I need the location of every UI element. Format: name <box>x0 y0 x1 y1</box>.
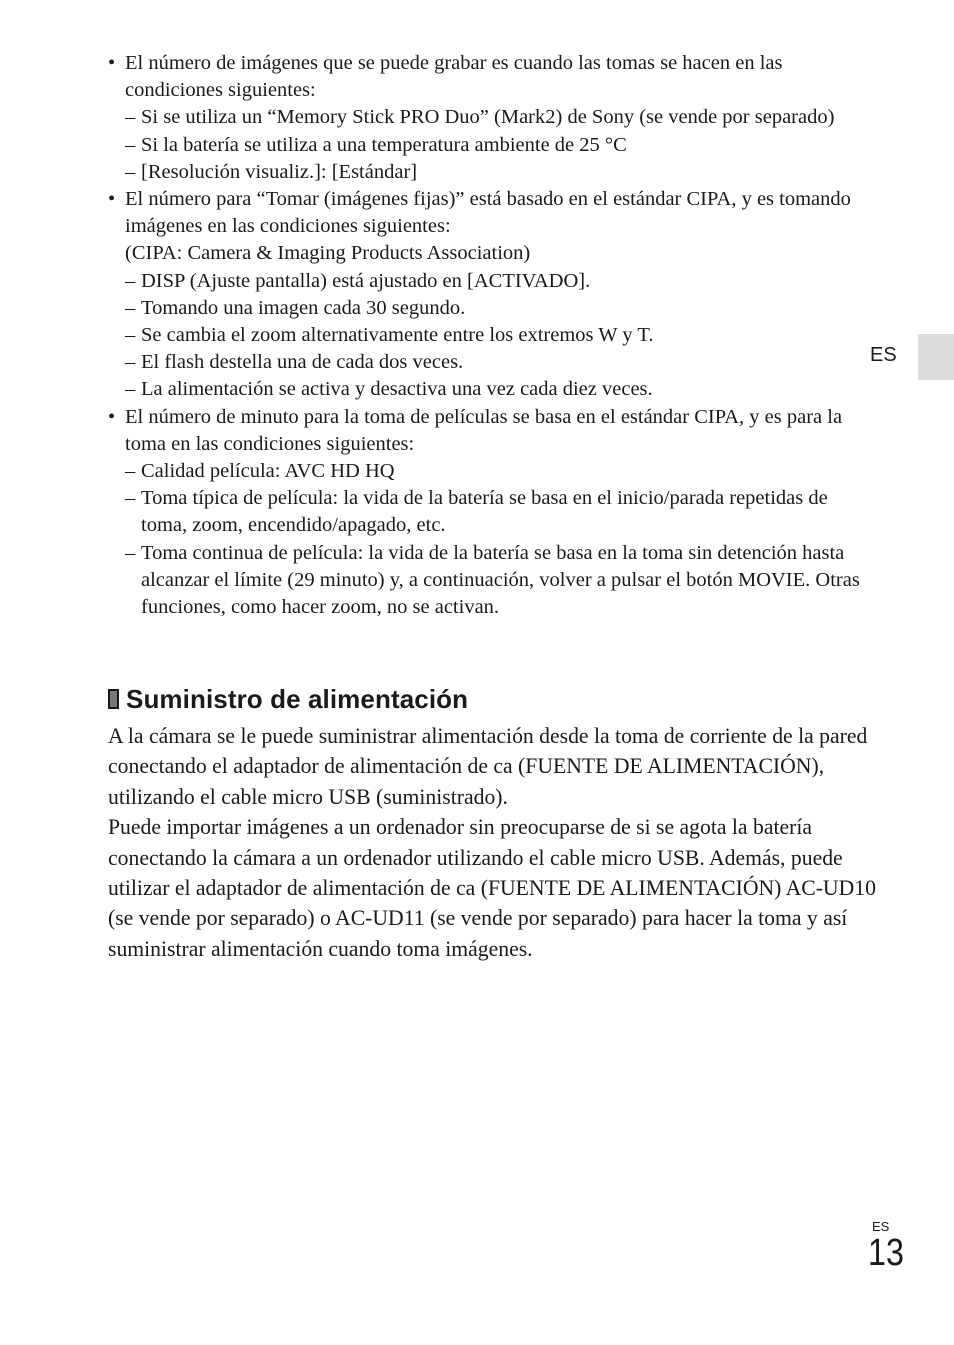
sub-item <box>108 104 878 131</box>
dash-icon: – <box>125 541 136 564</box>
page-number: 13 <box>868 1232 904 1274</box>
language-tab <box>918 334 954 380</box>
sub-item <box>108 458 878 485</box>
power-supply-section <box>108 680 878 964</box>
bullet-icon: • <box>108 188 116 211</box>
bullet-text: El número de minuto para la toma de películas se basa en el estándar CIPA, y es para la toma en las condiciones siguientes: <box>125 405 843 455</box>
dash-icon: – <box>125 487 136 510</box>
sub-item <box>108 295 878 322</box>
paragraph: A la cámara se le puede suministrar alimentación desde la toma de corriente de la pared conectando el adaptador de alimentación de ca (FUENTE DE ALIMENTACIÓN), utilizando el cable micro USB (suministrado). <box>108 724 868 809</box>
sub-item <box>108 349 878 376</box>
sub-item <box>108 322 878 349</box>
sub-item-text: Se cambia el zoom alternativamente entre los extremos W y T. <box>141 324 654 347</box>
sub-item <box>108 268 878 295</box>
dash-icon: – <box>125 378 136 401</box>
dash-icon: – <box>125 106 136 129</box>
section-title: Suministro de alimentación <box>126 683 469 714</box>
sub-item-text: Tomando una imagen cada 30 segundo. <box>141 296 466 319</box>
sub-item-text: Calidad película: AVC HD HQ <box>141 460 395 483</box>
paragraph: Puede importar imágenes a un ordenador sin preocuparse de si se agota la batería conectando la cámara a un ordenador utilizando el cable micro USB. Además, puede utilizar el adaptador de alimentación de ca (FUENTE DE ALIMENTACIÓN) AC-UD10 (se vende por separado) o AC-UD11 (se vende por separado) para hacer la toma y así suministrar alimentación cuando toma imágenes. <box>108 815 876 961</box>
sub-item <box>108 132 878 159</box>
sub-item-text: Toma típica de película: la vida de la batería se basa en el inicio/parada repetidas de toma, zoom, encendido/apagado, etc. <box>141 487 828 537</box>
sub-item <box>108 159 878 186</box>
sub-item <box>108 376 878 403</box>
sub-item <box>108 540 878 622</box>
dash-icon: – <box>125 269 136 292</box>
bullet-item <box>108 50 878 104</box>
dash-icon: – <box>125 160 136 183</box>
sub-item <box>108 485 878 539</box>
dash-icon: – <box>125 351 136 374</box>
bullet-icon: • <box>108 405 116 428</box>
section-marker-icon <box>108 689 119 709</box>
bullet-item <box>108 404 878 458</box>
sub-item-text: El flash destella una de cada dos veces. <box>141 351 464 374</box>
footer-language: ES <box>872 1219 890 1234</box>
cipa-note: (CIPA: Camera & Imaging Products Association) <box>125 242 531 265</box>
sub-item-text: DISP (Ajuste pantalla) está ajustado en [ACTIVADO]. <box>141 269 591 292</box>
dash-icon: – <box>125 133 136 156</box>
dash-icon: – <box>125 460 136 483</box>
sub-item-text: Toma continua de película: la vida de la batería se basa en la toma sin detención hasta alcanzar el límite (29 minuto) y, a continuación, volver a pulsar el botón MOVIE. Otras funciones, como hacer zoom, no se activan. <box>141 541 860 619</box>
language-tab-label: ES <box>870 344 897 366</box>
sub-item-text: Si se utiliza un “Memory Stick PRO Duo” (Mark2) de Sony (se vende por separado) <box>141 106 835 129</box>
notes-list <box>108 50 878 621</box>
sub-item-text: La alimentación se activa y desactiva una vez cada diez veces. <box>141 378 653 401</box>
dash-icon: – <box>125 324 136 347</box>
section-heading <box>108 680 878 718</box>
bullet-text: El número de imágenes que se puede grabar es cuando las tomas se hacen en las condiciones siguientes: <box>125 52 783 102</box>
section-body <box>108 721 878 964</box>
dash-icon: – <box>125 296 136 319</box>
bullet-text: El número para “Tomar (imágenes fijas)” está basado en el estándar CIPA, y es tomando imágenes en las condiciones siguientes: <box>125 188 851 238</box>
sub-item-text: [Resolución visualiz.]: [Estándar] <box>141 160 418 183</box>
bullet-icon: • <box>108 52 116 74</box>
bullet-item <box>108 186 878 240</box>
sub-item-text: Si la batería se utiliza a una temperatura ambiente de 25 °C <box>141 133 627 156</box>
